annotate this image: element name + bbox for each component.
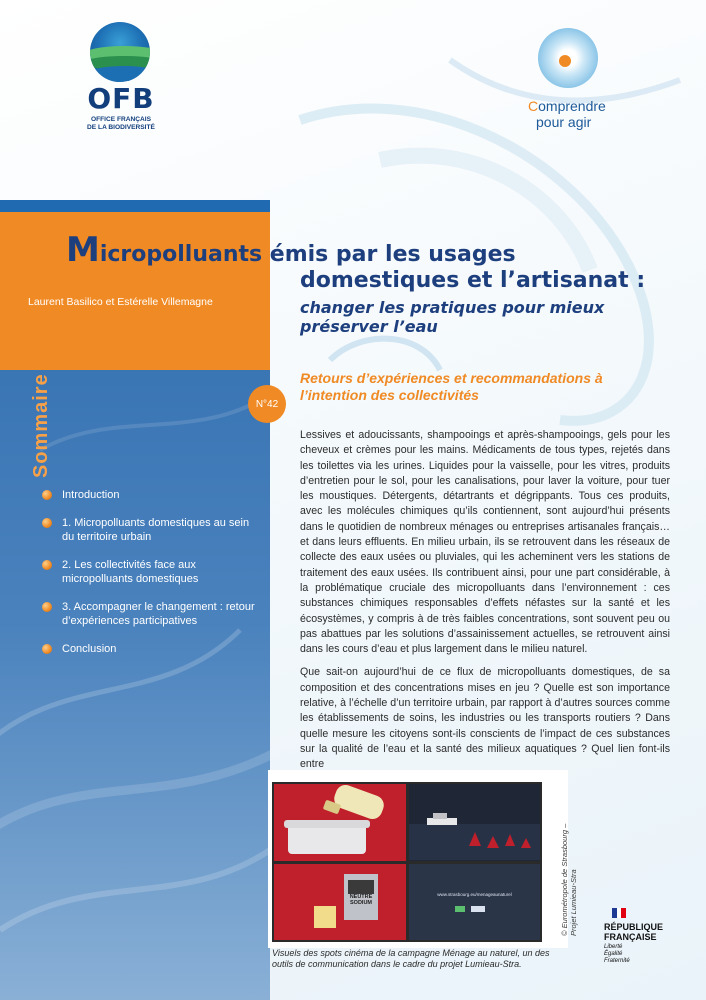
bullet-icon [42, 644, 52, 654]
photo-credit: © Eurométropole de Strasbourg – Projet Lumieau-Stra [560, 823, 578, 936]
sidebar-title: Sommaire [30, 373, 52, 478]
title-band [0, 200, 270, 370]
page-title-line-2: domestiques et l’artisanat : [300, 268, 646, 293]
authors: Laurent Basilico et Estérelle Villemagne [28, 296, 213, 308]
collection-name: Comprendre pour agir [528, 98, 606, 130]
republic-motto: Liberté Égalité Fraternité [604, 944, 630, 964]
toc-item[interactable]: Conclusion [42, 642, 262, 656]
image-cell-detergent-bottle [274, 784, 406, 861]
toc-item[interactable]: 3. Accompagner le changement : retour d’expériences participatives [42, 600, 262, 628]
ofb-globe-icon [90, 22, 150, 82]
issue-number-badge: N°42 [248, 385, 286, 423]
paragraph: Lessives et adoucissants, shampooings et après-shampooings, gels pour les cheveux et crèmes pour les mains. Médicaments de tous types, rejetés dans les toilettes via les urines. Liquides pour la vaisselle, pour les vitres, produits d’entretien pour le sol, pour les canalisations, pour laver la voiture, pour tuer les moustiques. Détergents, détartrants et dégrippants. Tous ces produits, avec les molécules chimiques qu’ils contiennent, sont aujourd’hui présents dans le quotidien de nombreux ménages ou entreprises artisanales français… et dans leurs effluents. En milieu urbain, ils se retrouvent dans les réseaux de collecte des eaux usées ou pluviales, qui les acheminent vers les stations de traitement des eaux usées. Ils contribuent ainsi, pour une part considérable, à la problématique cruciale des micropolluants dans l’environnement : ces substances chimiques responsables d’effets néfastes sur la santé et les écosystèmes, y compris à de très faibles concentrations, sont souvent peu ou pas abattues par les solutions d’assainissement actuelles, se retrouvent ainsi dans les cours d’eau et plus largement dans le milieu naturel. [300, 429, 670, 656]
french-flag-icon [612, 908, 626, 918]
bullet-icon [42, 560, 52, 570]
image-cell-sodium-box [274, 864, 406, 941]
orange-dot-icon [559, 55, 571, 67]
bullet-icon [42, 602, 52, 612]
figure-image [272, 782, 542, 942]
partner-logo [455, 906, 465, 912]
image-cell-boat-water [409, 784, 541, 861]
page-title-line-3: changer les pratiques pour mieux préserver l’eau [300, 298, 605, 336]
ofb-logo [76, 22, 166, 132]
toc-item[interactable]: 1. Micropolluants domestiques au sein du territoire urbain [42, 516, 262, 544]
page-title: Micropolluants émis par les usages [66, 230, 516, 270]
page-subtitle: Retours d’expériences et recommandations à l’intention des collectivités [300, 370, 603, 403]
collection-logo [528, 20, 678, 140]
ofb-subtitle: OFFICE FRANÇAIS DE LA BIODIVERSITÉ [87, 116, 155, 131]
ofb-logo-text: OFB [87, 82, 155, 115]
box-label: SODIUM [350, 899, 372, 906]
bullet-icon [42, 518, 52, 528]
republic-name: RÉPUBLIQUE FRANÇAISE [604, 922, 664, 942]
image-cell-campaign-card [409, 864, 541, 941]
paragraph: Que sait-on aujourd’hui de ce flux de micropolluants domestiques, de sa composition et des concentrations mises en jeu ? Quelle est son importance relative, à l’échelle d’un territoire urbain, par rapport à d’autres sources comme les établissements de soins, les industries ou les transports routiers ? Dans quelle mesure les citoyens sont-ils conscients de l’impact de ces substances sur la qualité de l’eau et la santé des milieux aquatiques ? Quel lien font-ils entre [300, 666, 670, 771]
bullet-icon [42, 490, 52, 500]
body-text [300, 428, 670, 781]
toc-item[interactable]: Introduction [42, 488, 262, 502]
title-band-strip [0, 200, 270, 212]
box-label: NEUTRE [349, 893, 373, 900]
figure-caption: Visuels des spots cinéma de la campagne Ménage au naturel, un des outils de communication dans le cadre du projet Lumieau-Stra. [272, 948, 550, 969]
campaign-url: www.strasbourg.eu/menageaunaturel [437, 891, 512, 897]
table-of-contents [42, 488, 262, 670]
toc-item[interactable]: 2. Les collectivités face aux micropolluants domestiques [42, 558, 262, 586]
republique-francaise-logo [604, 908, 684, 965]
partner-logo [471, 906, 485, 912]
